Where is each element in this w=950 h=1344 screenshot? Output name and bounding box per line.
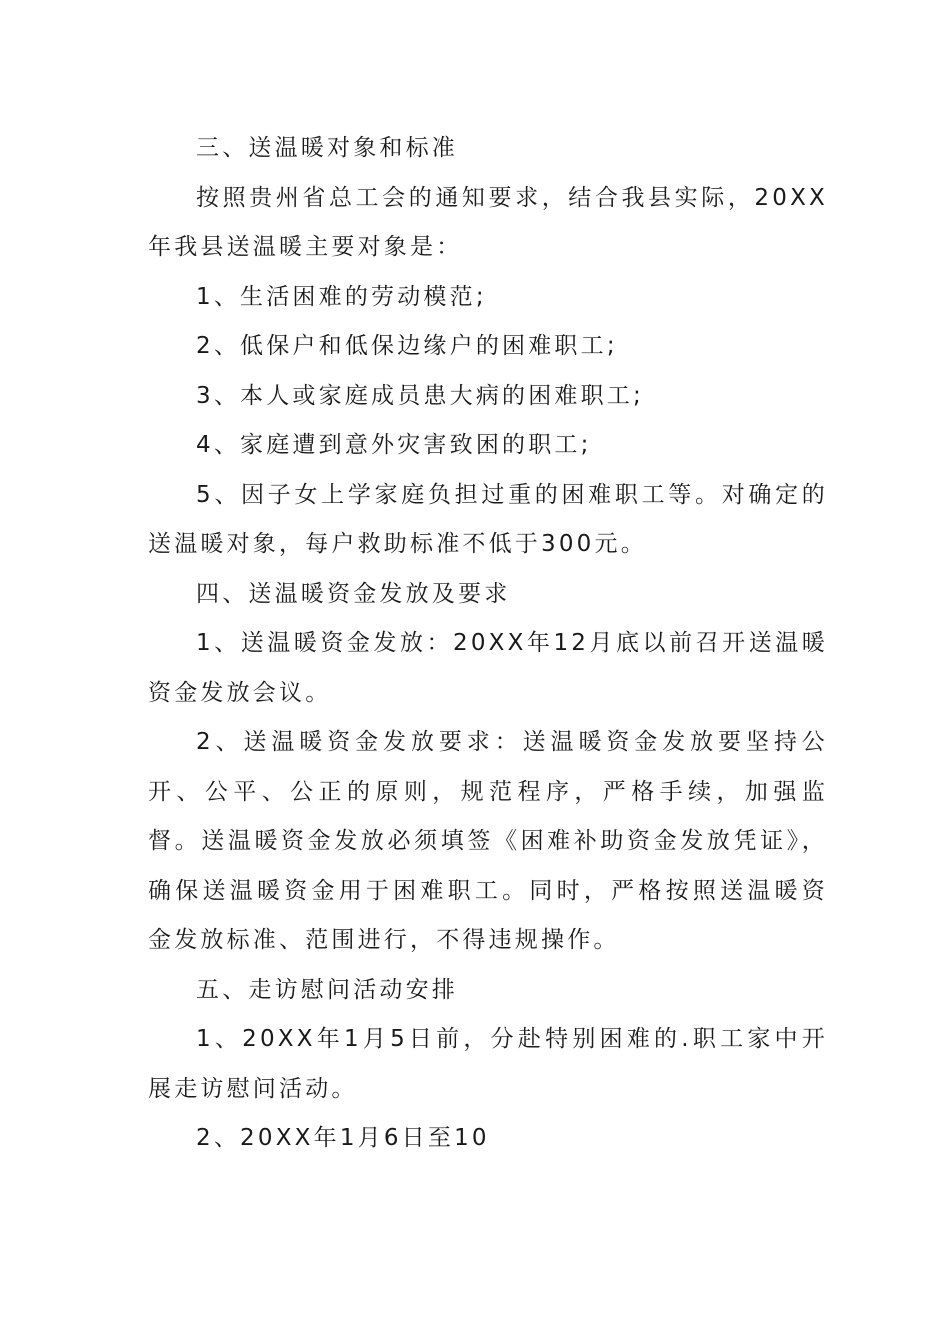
visit-item-1: 1、20XX年1月5日前，分赴特别困难的.职工家中开展走访慰问活动。 xyxy=(148,1026,828,1102)
list-item-4: 4、家庭遭到意外灾害致困的职工; xyxy=(196,432,592,458)
list-item-1: 1、生活困难的劳动模范; xyxy=(196,283,487,310)
paragraph-intro: 按照贵州省总工会的通知要求，结合我县实际，20XX年我县送温暖主要对象是： xyxy=(148,184,828,260)
section-heading-5: 五、走访慰问活动安排 xyxy=(196,976,458,1003)
list-item-3: 3、本人或家庭成员患大病的困难职工; xyxy=(196,382,644,409)
list-item-5: 5、因子女上学家庭负担过重的困难职工等。对确定的送温暖对象，每户救助标准不低于300元。 xyxy=(148,481,828,557)
fund-distribution-item-2: 2、送温暖资金发放要求：送温暖资金发放要坚持公开、公平、公正的原则，规范程序，严格手续，加强监督。送温暖资金发放必须填签《困难补助资金发放凭证》，确保送温暖资金用于困难职工。同时，严格按照送温暖资金发放标准、范围进行，不得违规操作。 xyxy=(148,729,828,953)
visit-item-2: 2、20XX年1月6日至10 xyxy=(196,1125,490,1151)
document-body xyxy=(148,124,828,1164)
list-item-2: 2、低保户和低保边缘户的困难职工; xyxy=(196,333,618,359)
fund-distribution-item-1: 1、送温暖资金发放：20XX年12月底以前召开送温暖资金发放会议。 xyxy=(148,630,828,706)
section-heading-3: 三、送温暖对象和标准 xyxy=(196,135,458,161)
section-heading-4: 四、送温暖资金发放及要求 xyxy=(196,580,511,607)
